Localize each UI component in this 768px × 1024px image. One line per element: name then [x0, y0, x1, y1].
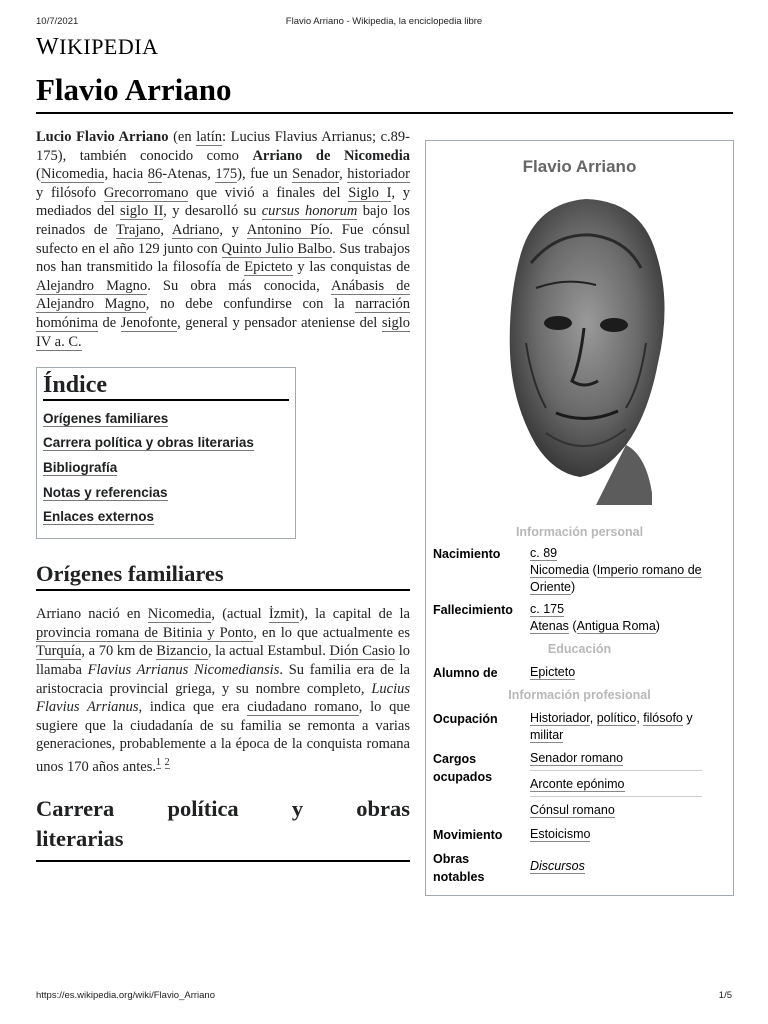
article-content	[36, 128, 410, 876]
birth-label: Nacimiento	[433, 547, 501, 561]
bold-text: Lucio Flavio Arriano	[36, 129, 169, 145]
row-student	[433, 664, 726, 684]
toc-item-origenes[interactable]: Orígenes familiares	[43, 410, 169, 426]
heading-line-1: Carrera política y obras	[36, 796, 410, 822]
inline-link[interactable]: siglo IV a. C.	[36, 314, 411, 350]
inline-link[interactable]: Nicomedia	[147, 606, 212, 623]
print-page-number: 1/5	[718, 990, 732, 1001]
row-offices	[433, 750, 726, 824]
inline-link[interactable]: Bizancio	[156, 643, 208, 660]
section-education: Educación	[547, 642, 612, 656]
italic-text: Lucius Flavius Arrianus	[36, 680, 410, 716]
row-death	[433, 601, 726, 637]
occupation-value: Historiador, político, filósofo y militar	[530, 711, 693, 742]
inline-link[interactable]: 175	[215, 166, 238, 183]
reference-link[interactable]: 1	[156, 757, 162, 769]
print-url: https://es.wikipedia.org/wiki/Flavio_Arriano	[36, 990, 215, 1001]
office-senador[interactable]: Senador romano	[530, 751, 624, 765]
office-arconte[interactable]: Arconte epónimo	[530, 777, 625, 791]
portrait-image[interactable]	[476, 193, 684, 505]
article-title: Flavio Arriano	[36, 72, 733, 114]
bold-text: Arriano de Nicomedia	[252, 147, 410, 164]
inline-link[interactable]: siglo II	[120, 203, 164, 220]
birth-place-extra[interactable]: Imperio romano de Oriente	[530, 563, 702, 594]
inline-link[interactable]: Dión Casio	[329, 643, 396, 660]
row-occupation	[433, 710, 726, 746]
death-place[interactable]: Atenas	[530, 619, 569, 633]
inline-link[interactable]: Alejandro Magno	[36, 277, 148, 294]
inline-link[interactable]: Jenofonte	[120, 314, 178, 331]
inline-link[interactable]: Grecorromano	[103, 184, 189, 201]
death-date[interactable]: c. 175	[530, 602, 565, 616]
inline-link[interactable]: Turquía	[36, 643, 82, 660]
inline-link[interactable]: narración homónima	[36, 296, 410, 331]
inline-link[interactable]: Anábasis de Alejandro Magno	[36, 277, 410, 313]
row-works	[433, 850, 726, 886]
death-value: c. 175 Atenas (Antigua Roma)	[530, 602, 660, 633]
section-heading-carrera	[36, 794, 410, 862]
toc-title: Índice	[43, 376, 289, 401]
inline-link[interactable]: Epicteto	[244, 259, 293, 276]
inline-link[interactable]: İzmit	[268, 606, 300, 623]
origenes-paragraph: Arriano nació en Nicomedia, (actual İzmit), la capital de la provincia romana de Bitinia y Ponto, en lo que actualmente es Turquía, a 70 km de Bizancio, la actual Estambul. Dión Casio lo llamaba Flavius Arrianus Nicomediansis. Su familia era de la aristocracia provincial griega, y su nombre completo, Lucius Flavius Arrianus, indica que era ciudadano romano, lo que sugiere que la ciudadanía de su familia se remonta a varias generaciones, probablemente a la época de la conquista romana unos 170 años antes.$^1$ $^2$	[36, 606, 411, 775]
inline-link[interactable]: historiador	[347, 166, 411, 183]
wordmark-first-letter: W	[36, 34, 60, 60]
inline-link[interactable]: Adriano	[171, 221, 220, 238]
intro-paragraph: Lucio Flavio Arriano (en latín: Lucius Flavius Arrianus; c.89-175), también conocido como Arriano de Nicomedia (Nicomedia, hacia 86-Atenas, 175), fue un Senador, historiador y filósofo Grecorromano que vivió a finales del Siglo I, y mediados del siglo II, y desarolló su cursus honorum bajo los reinados de Trajano, Adriano, y Antonino Pío. Fue cónsul sufecto en el año 129 junto con Quinto Julio Balbo. Sus trabajos nos han transmitido la filosofía de Epicteto y las conquistas de Alejandro Magno. Su obra más conocida, Anábasis de Alejandro Magno, no debe confundirse con la narración homónima de Jenofonte, general y pensador ateniense del siglo IV a. C.	[36, 129, 411, 350]
movement-value	[530, 826, 726, 843]
occupation-militar[interactable]: militar	[530, 728, 564, 742]
movement-label: Movimiento	[433, 828, 503, 842]
offices-label: Cargos ocupados	[433, 752, 493, 784]
works-label: Obras notables	[433, 852, 485, 884]
infobox	[425, 140, 734, 896]
print-footer	[36, 990, 732, 1004]
row-movement	[433, 826, 726, 846]
inline-link[interactable]: cursus honorum	[261, 203, 358, 220]
office-consul[interactable]: Cónsul romano	[530, 803, 615, 817]
death-place-extra[interactable]: Antigua Roma	[576, 619, 656, 633]
occupation-label: Ocupación	[433, 712, 498, 726]
works-link[interactable]: Discursos	[530, 859, 585, 873]
print-date: 10/7/2021	[36, 16, 79, 27]
inline-link[interactable]: Nicomedia	[40, 166, 105, 183]
student-link[interactable]: Epicteto	[530, 665, 576, 679]
row-birth	[433, 545, 726, 597]
inline-link[interactable]: Senador	[292, 166, 340, 183]
death-label: Fallecimiento	[433, 603, 513, 617]
inline-link[interactable]: Quinto Julio Balbo	[221, 240, 333, 257]
inline-link[interactable]: latín	[196, 129, 223, 145]
reference-link[interactable]: 2	[164, 757, 170, 769]
birth-place[interactable]: Nicomedia	[530, 563, 590, 577]
birth-value: c. 89 Nicomedia (Imperio romano de Oriente)	[530, 546, 702, 594]
section-professional: Información profesional	[508, 688, 651, 702]
table-of-contents	[36, 367, 296, 539]
inline-link[interactable]: ciudadano romano	[247, 699, 359, 716]
heading-line-2: literarias	[36, 826, 124, 852]
student-label: Alumno de	[433, 666, 498, 680]
toc-item-notas[interactable]: Notas y referencias	[43, 484, 168, 500]
inline-link[interactable]: Trajano	[115, 221, 161, 238]
section-heading-origenes: Orígenes familiares	[36, 565, 410, 592]
section-personal: Información personal	[515, 525, 644, 539]
italic-text: Flavius Arrianus Nicomediansis	[87, 662, 280, 679]
inline-link[interactable]: 86	[147, 166, 163, 183]
occupation-politico[interactable]: político	[596, 711, 637, 725]
toc-item-enlaces[interactable]: Enlaces externos	[43, 509, 155, 525]
wordmark-rest: IKIPEDIA	[59, 34, 159, 59]
works-value	[530, 858, 726, 875]
offices-value	[530, 750, 726, 819]
student-value	[530, 664, 726, 681]
movement-link[interactable]: Estoicismo	[530, 827, 591, 841]
toc-item-bibliografia[interactable]: Bibliografía	[43, 459, 118, 475]
birth-date[interactable]: c. 89	[530, 546, 558, 560]
wikipedia-wordmark[interactable]	[36, 34, 158, 61]
occupation-filosofo[interactable]: filósofo	[643, 711, 683, 725]
infobox-title: Flavio Arriano	[522, 157, 637, 176]
occupation-historiador[interactable]: Historiador	[530, 711, 590, 725]
print-header	[36, 16, 732, 30]
inline-link[interactable]: provincia romana de Bitinia y Ponto	[36, 624, 254, 641]
inline-link[interactable]: Antonino Pío	[246, 221, 330, 238]
print-page-title: Flavio Arriano - Wikipedia, la enciclopedia libre	[285, 16, 483, 27]
inline-link[interactable]: Siglo I	[348, 184, 392, 201]
toc-item-carrera[interactable]: Carrera política y obras literarias	[43, 435, 254, 451]
